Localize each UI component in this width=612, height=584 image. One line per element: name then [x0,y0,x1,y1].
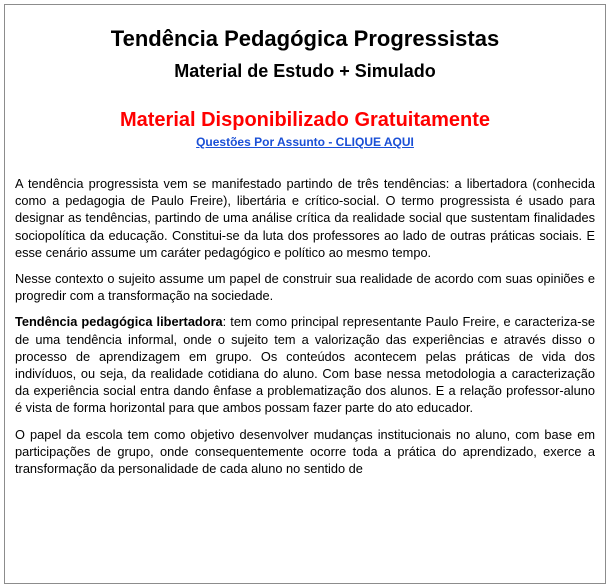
paragraph-libertadora [15,313,595,416]
questions-link[interactable]: Questões Por Assunto - CLIQUE AQUI [196,135,414,149]
paragraph-intro [15,175,595,261]
paragraph-text: : tem como principal representante Paulo Freire, e caracteriza-se de uma tendência informal, onde o sujeito tem a valorização das experiências e através disso o processo de aprendizagem em grupo. Os conteúdos acontecem pelas práticas de vida dos indivíduos, ou seja, da realidade cotidiana do aluno. Com base nessa metodologia a caracterização da experiência social entra dando ênfase a problematização dos alunos. E a relação professor-aluno é vista de forma horizontal para que ambos possam fazer parte do ato educador. [15,314,595,416]
paragraph-text: A tendência progressista vem se manifestado partindo de três tendências: a libertadora (conhecida como a pedagogia de Paulo Freire), libertária e crítico-social. O termo progressista é usado para designar as tendências, partindo de uma análise crítica da realidade social que sustentam finalidades sociopolítica da educação. Constitui-se da luta dos professores ao lado de outras práticas sociais. E esse cenário assume um caráter pedagógico e político ao mesmo tempo. [15,176,595,260]
document-subtitle: Material de Estudo + Simulado [174,61,436,81]
promo-heading: Material Disponibilizado Gratuitamente [119,109,491,131]
term-heading: Tendência pedagógica libertadora [15,314,223,330]
paragraph-context [15,270,595,304]
paragraph-text: Nesse contexto o sujeito assume um papel de construir sua realidade de acordo com suas opiniões e progredir com a transformação na sociedade. [15,271,595,304]
document-body [5,175,605,477]
document-title: Tendência Pedagógica Progressistas [110,26,500,51]
paragraph-school-role [15,426,595,478]
document-page [4,4,606,584]
paragraph-text: O papel da escola tem como objetivo desenvolver mudanças institucionais no aluno, com base em participações de grupo, onde consequentemente ocorre toda a prática do aprendizado, exerce a transformação da personalidade de cada aluno no sentido de [15,426,595,477]
document-header [5,5,605,151]
